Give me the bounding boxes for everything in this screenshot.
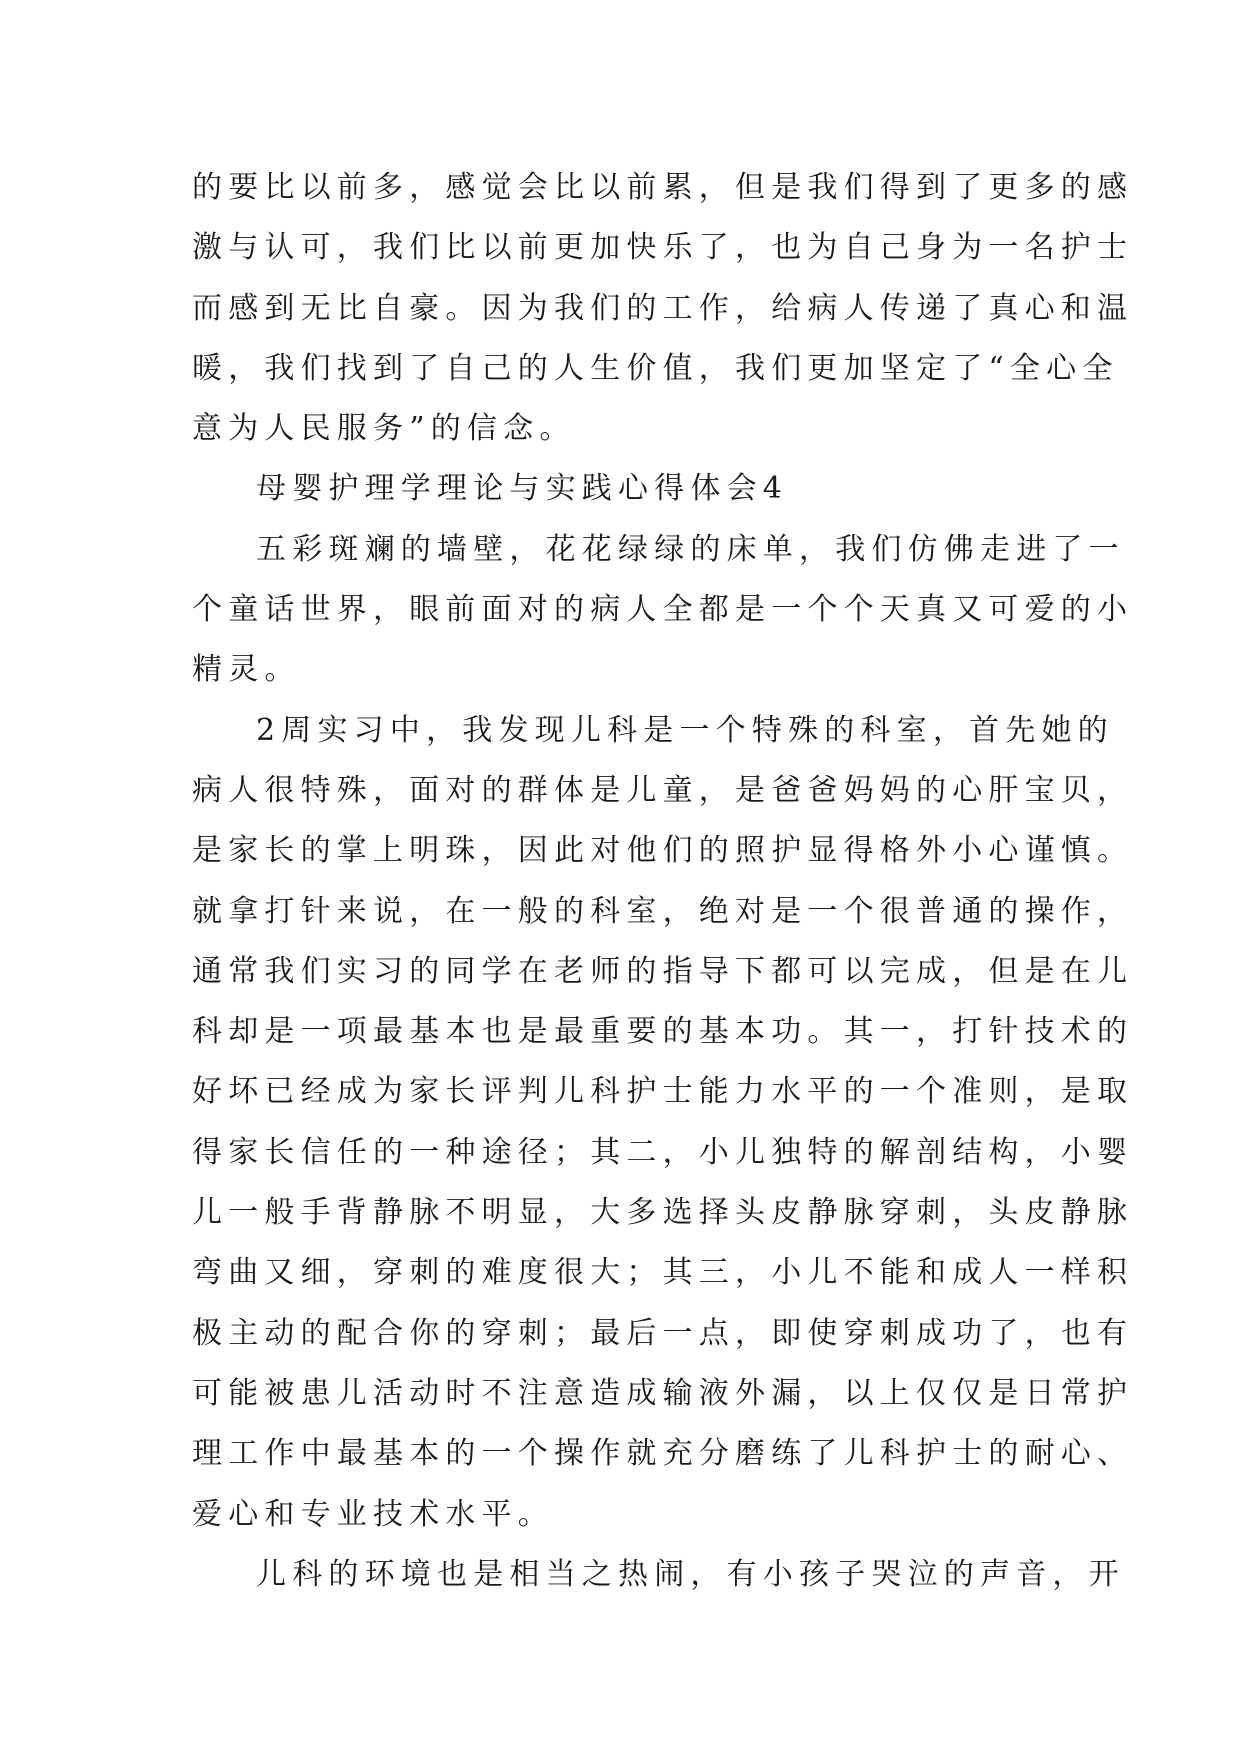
text-line: 儿科的环境也是相当之热闹，有小孩子哭泣的声音，开 [256,1556,1125,1592]
text-line: 通常我们实习的同学在老师的指导下都可以完成，但是在儿 [192,953,1134,989]
text-line: 可能被患儿活动时不注意造成输液外漏，以上仅仅是日常护 [192,1375,1134,1411]
section-heading: 母婴护理学理论与实践心得体会4 [256,471,789,507]
text-line: 爱心和专业技术水平。 [192,1496,554,1532]
document-body [192,158,1134,1605]
text-line: 理工作中最基本的一个操作就充分磨练了儿科护士的耐心、 [192,1436,1134,1472]
text-line: 是家长的掌上明珠，因此对他们的照护显得格外小心谨慎。 [192,833,1134,869]
text-line: 弯曲又细，穿刺的难度很大；其三，小儿不能和成人一样积 [192,1255,1134,1291]
text-line: 得家长信任的一种途径；其二，小儿独特的解剖结构，小婴 [192,1134,1134,1170]
text-line: 科却是一项最基本也是最重要的基本功。其一，打针技术的 [192,1014,1134,1050]
text-line: 就拿打针来说，在一般的科室，绝对是一个很普通的操作， [192,893,1134,929]
text-line: 五彩斑斓的墙壁，花花绿绿的床单，我们仿佛走进了一 [256,531,1125,567]
text-line: 儿一般手背静脉不明显，大多选择头皮静脉穿刺，头皮静脉 [192,1195,1134,1231]
text-line: 意为人民服务”的信念。 [192,411,576,447]
text-line: 暖，我们找到了自己的人生价值，我们更加坚定了“全心全 [192,350,1119,386]
text-line: 而感到无比自豪。因为我们的工作，给病人传递了真心和温 [192,290,1134,326]
text-line: 病人很特殊，面对的群体是儿童，是爸爸妈妈的心肝宝贝， [192,772,1134,808]
text-line: 2周实习中，我发现儿科是一个特殊的科室，首先她的 [256,712,1114,748]
text-line: 极主动的配合你的穿刺；最后一点，即使穿刺成功了，也有 [192,1315,1134,1351]
text-line: 激与认可，我们比以前更加快乐了，也为自己身为一名护士 [192,230,1134,266]
text-line: 的要比以前多，感觉会比以前累，但是我们得到了更多的感 [192,170,1134,205]
text-line: 精灵。 [192,652,301,688]
text-line: 好坏已经成为家长评判儿科护士能力水平的一个准则，是取 [192,1074,1134,1110]
text-line: 个童话世界，眼前面对的病人全都是一个个天真又可爱的小 [192,592,1134,628]
